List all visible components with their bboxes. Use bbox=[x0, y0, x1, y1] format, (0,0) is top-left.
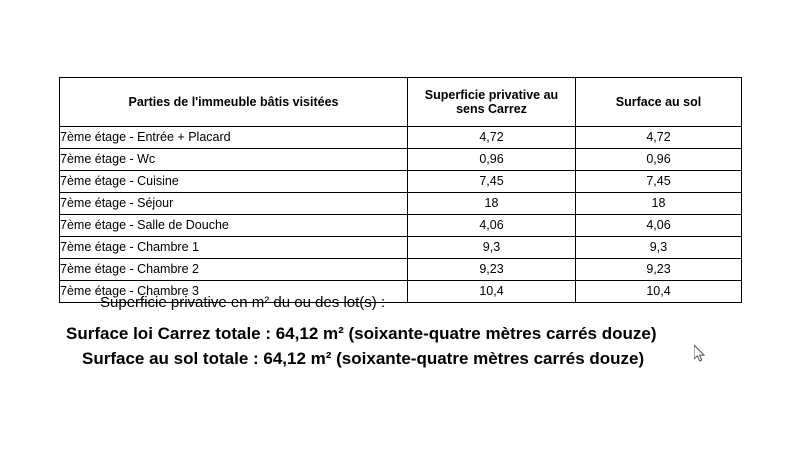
row-label: 7ème étage - Wc bbox=[60, 149, 408, 171]
table-row bbox=[60, 215, 742, 237]
row-carrez-value: 4,72 bbox=[408, 127, 576, 149]
totals-block bbox=[66, 322, 766, 371]
table-row bbox=[60, 149, 742, 171]
table-header-row bbox=[60, 78, 742, 127]
row-label: 7ème étage - Chambre 1 bbox=[60, 237, 408, 259]
row-sol-value: 9,3 bbox=[576, 237, 742, 259]
table-row bbox=[60, 237, 742, 259]
row-sol-value: 18 bbox=[576, 193, 742, 215]
row-carrez-value: 9,3 bbox=[408, 237, 576, 259]
superficie-note: Superficie privative en m² du ou des lot(s) : bbox=[100, 294, 386, 311]
table-row bbox=[60, 193, 742, 215]
row-carrez-value: 10,4 bbox=[408, 281, 576, 303]
row-sol-value: 9,23 bbox=[576, 259, 742, 281]
column-header-superficie-carrez: Superficie privative au sens Carrez bbox=[408, 78, 576, 127]
carrez-table-container bbox=[59, 77, 741, 303]
row-label: 7ème étage - Salle de Douche bbox=[60, 215, 408, 237]
carrez-table bbox=[59, 77, 742, 303]
row-label: 7ème étage - Entrée + Placard bbox=[60, 127, 408, 149]
column-header-parties: Parties de l'immeuble bâtis visitées bbox=[60, 78, 408, 127]
row-carrez-value: 0,96 bbox=[408, 149, 576, 171]
row-carrez-value: 18 bbox=[408, 193, 576, 215]
row-sol-value: 4,72 bbox=[576, 127, 742, 149]
table-body bbox=[60, 127, 742, 303]
row-label: 7ème étage - Chambre 3 bbox=[60, 281, 408, 303]
row-carrez-value: 4,06 bbox=[408, 215, 576, 237]
row-sol-value: 7,45 bbox=[576, 171, 742, 193]
row-label: 7ème étage - Séjour bbox=[60, 193, 408, 215]
row-label: 7ème étage - Cuisine bbox=[60, 171, 408, 193]
table-header bbox=[60, 78, 742, 127]
table-row bbox=[60, 171, 742, 193]
row-sol-value: 10,4 bbox=[576, 281, 742, 303]
row-carrez-value: 9,23 bbox=[408, 259, 576, 281]
row-carrez-value: 7,45 bbox=[408, 171, 576, 193]
total-sol-line: Surface au sol totale : 64,12 m² (soixante-quatre mètres carrés douze) bbox=[82, 348, 645, 368]
table-row bbox=[60, 127, 742, 149]
row-sol-value: 0,96 bbox=[576, 149, 742, 171]
column-header-surface-au-sol: Surface au sol bbox=[576, 78, 742, 127]
row-sol-value: 4,06 bbox=[576, 215, 742, 237]
total-carrez-line: Surface loi Carrez totale : 64,12 m² (soixante-quatre mètres carrés douze) bbox=[66, 324, 657, 343]
table-row bbox=[60, 259, 742, 281]
row-label: 7ème étage - Chambre 2 bbox=[60, 259, 408, 281]
